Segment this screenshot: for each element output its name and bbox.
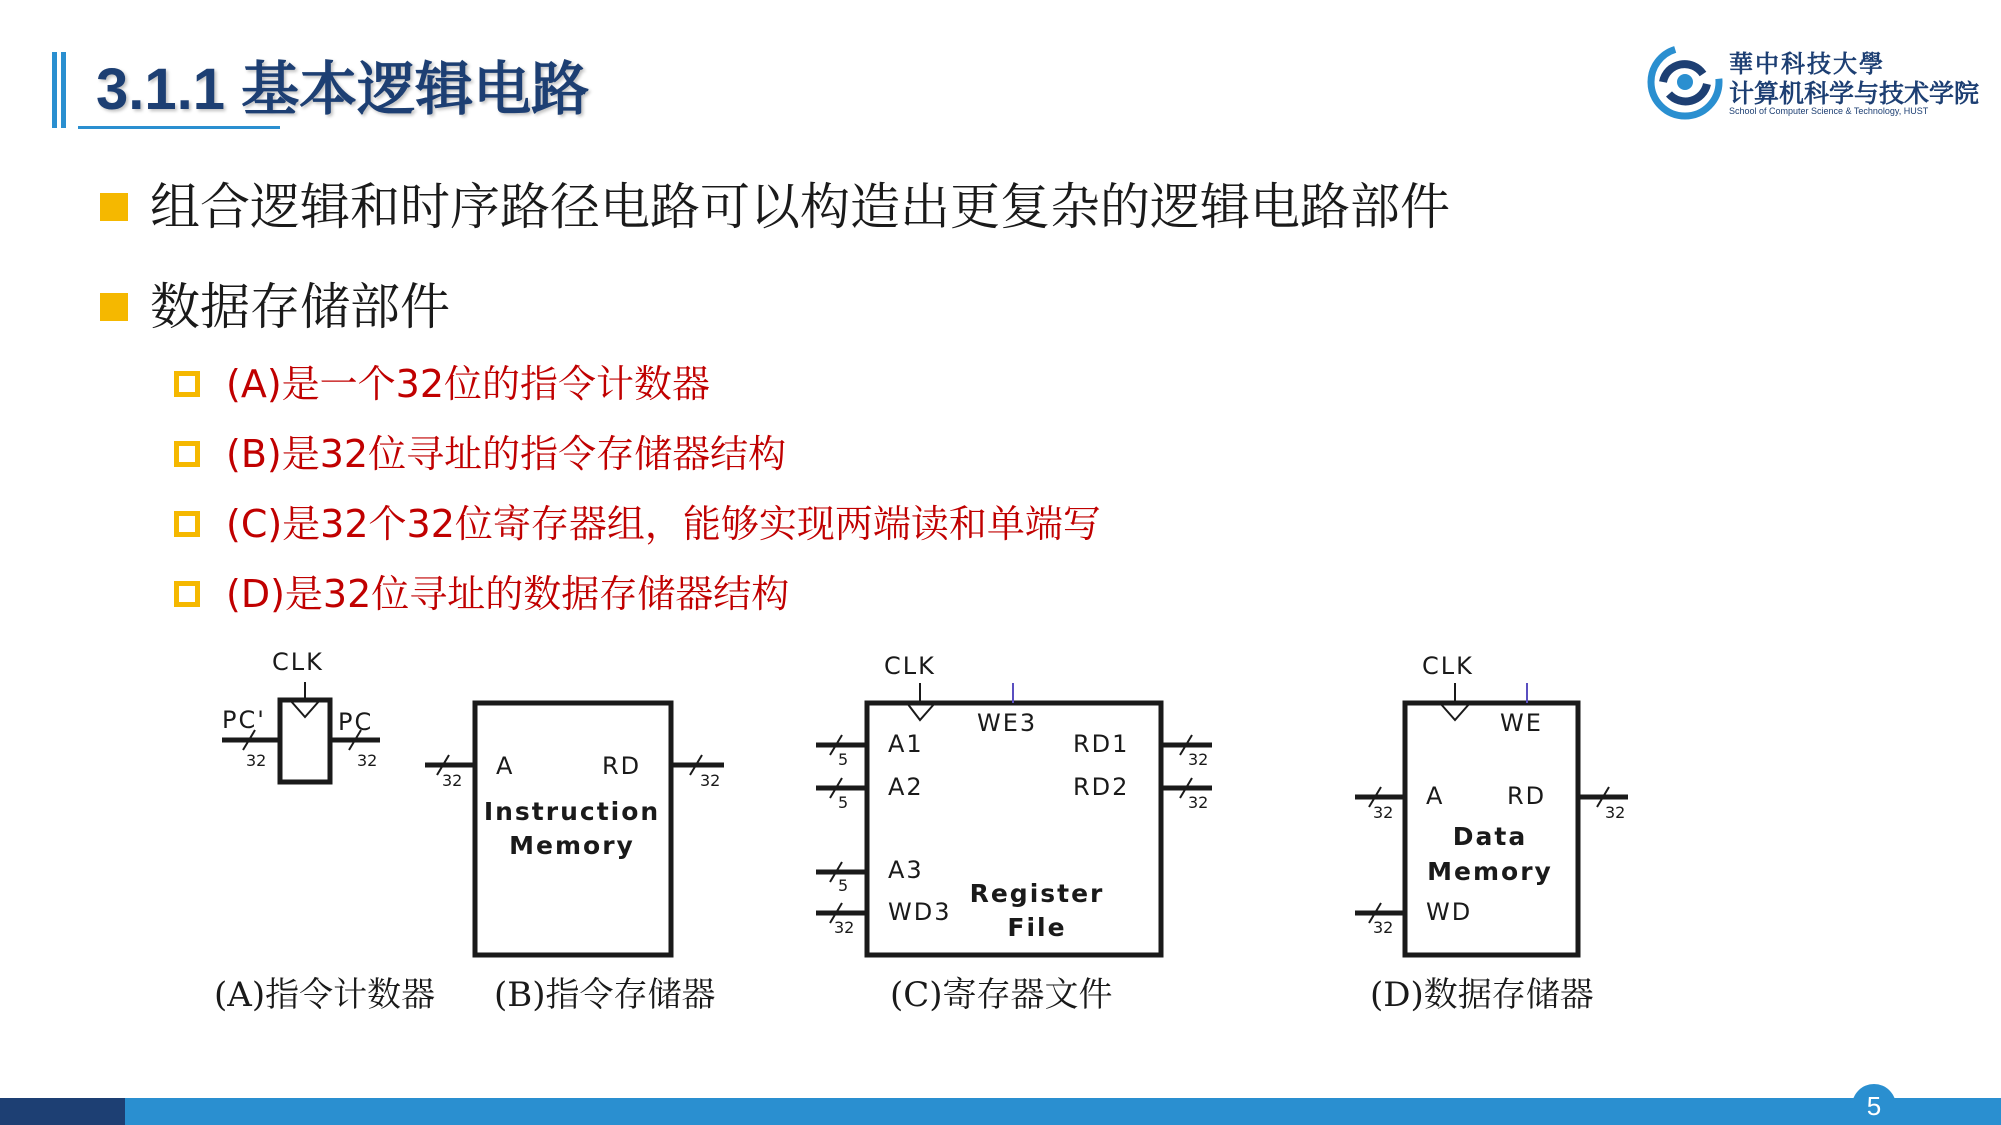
pc-out-width: 32 [357, 751, 378, 770]
title-accent-bar [52, 52, 66, 128]
sub-bullet-item [174, 430, 786, 478]
pc-caption: (A)指令计数器 [214, 975, 436, 1015]
rf-a3-width: 5 [838, 876, 849, 895]
rf-we3-label: WE3 [977, 709, 1038, 737]
imem-name-line2: Memory [509, 831, 635, 860]
hollow-square-icon [174, 441, 200, 467]
imem-a-label: A [496, 752, 515, 780]
sub-bullet-text: (A)是一个32位的指令计数器 [226, 362, 711, 406]
rf-rd1-width: 32 [1188, 750, 1209, 769]
dmem-wd-width: 32 [1373, 918, 1394, 937]
dmem-a-label: A [1426, 782, 1445, 810]
storage-components-diagram [0, 640, 2001, 1040]
school-logo [1645, 40, 1980, 126]
bullet-square-icon [100, 193, 128, 221]
imem-caption: (B)指令存储器 [494, 975, 716, 1015]
footer-bar-left [0, 1098, 125, 1125]
rf-name-line1: Register [969, 879, 1105, 908]
sub-bullet-item [174, 360, 710, 408]
imem-in-width: 32 [442, 771, 463, 790]
bullet-item [100, 177, 1450, 237]
pc-clk-label: CLK [272, 648, 324, 676]
sub-bullet-text: (C)是32个32位寄存器组，能够实现两端读和单端写 [226, 502, 1101, 546]
university-name: 華中科技大學 [1729, 49, 1885, 78]
dmem-rd-label: RD [1507, 782, 1547, 810]
rf-a1-label: A1 [888, 730, 924, 758]
sub-bullet-text: (B)是32位寻址的指令存储器结构 [226, 432, 787, 476]
dmem-clk-label: CLK [1422, 652, 1474, 680]
sub-bullet-item [174, 500, 1101, 548]
imem-rd-label: RD [602, 752, 642, 780]
data-memory [1355, 683, 1628, 955]
rf-rd2-width: 32 [1188, 793, 1209, 812]
title-underline [78, 126, 280, 129]
dmem-a-width: 32 [1373, 803, 1394, 822]
bullet-square-icon [100, 293, 128, 321]
rf-caption: (C)寄存器文件 [890, 975, 1113, 1015]
pc-in-width: 32 [246, 751, 267, 770]
rf-wd3-width: 32 [834, 918, 855, 937]
rf-rd1-label: RD1 [1073, 730, 1130, 758]
dmem-we-label: WE [1500, 709, 1543, 737]
imem-name-line1: Instruction [483, 797, 661, 826]
rf-a3-label: A3 [888, 856, 924, 884]
rf-rd2-label: RD2 [1073, 773, 1130, 801]
page-title: 3.1.1 基本逻辑电路 [96, 57, 590, 122]
rf-wd3-label: WD3 [888, 898, 952, 926]
pc-out-label: PC [338, 708, 374, 736]
dmem-name-line2: Memory [1427, 857, 1553, 886]
instruction-memory [425, 703, 724, 955]
school-name-english: School of Computer Science & Technology, HUST [1729, 106, 1929, 116]
rf-clk-label: CLK [884, 652, 936, 680]
imem-out-width: 32 [700, 771, 721, 790]
hollow-square-icon [174, 511, 200, 537]
rf-a2-label: A2 [888, 773, 924, 801]
bullet-text: 组合逻辑和时序路径电路可以构造出更复杂的逻辑电路部件 [150, 178, 1450, 236]
swirl-logo-icon [1645, 40, 1725, 120]
bullet-text: 数据存储部件 [150, 278, 450, 336]
bullet-item [100, 277, 450, 337]
rf-a2-width: 5 [838, 793, 849, 812]
footer-bar [125, 1098, 2001, 1125]
sub-bullet-item [174, 570, 789, 618]
school-name: 计算机科学与技术学院 [1729, 79, 1980, 108]
sub-bullet-text: (D)是32位寻址的数据存储器结构 [226, 572, 790, 616]
rf-name-line2: File [1007, 913, 1067, 942]
page-number: 5 [1852, 1084, 1896, 1125]
dmem-wd-label: WD [1426, 898, 1473, 926]
dmem-rd-width: 32 [1605, 803, 1626, 822]
hollow-square-icon [174, 581, 200, 607]
rf-a1-width: 5 [838, 750, 849, 769]
pc-in-label: PC' [222, 706, 266, 734]
dmem-caption: (D)数据存储器 [1370, 975, 1594, 1015]
dmem-name-line1: Data [1452, 822, 1528, 851]
hollow-square-icon [174, 371, 200, 397]
